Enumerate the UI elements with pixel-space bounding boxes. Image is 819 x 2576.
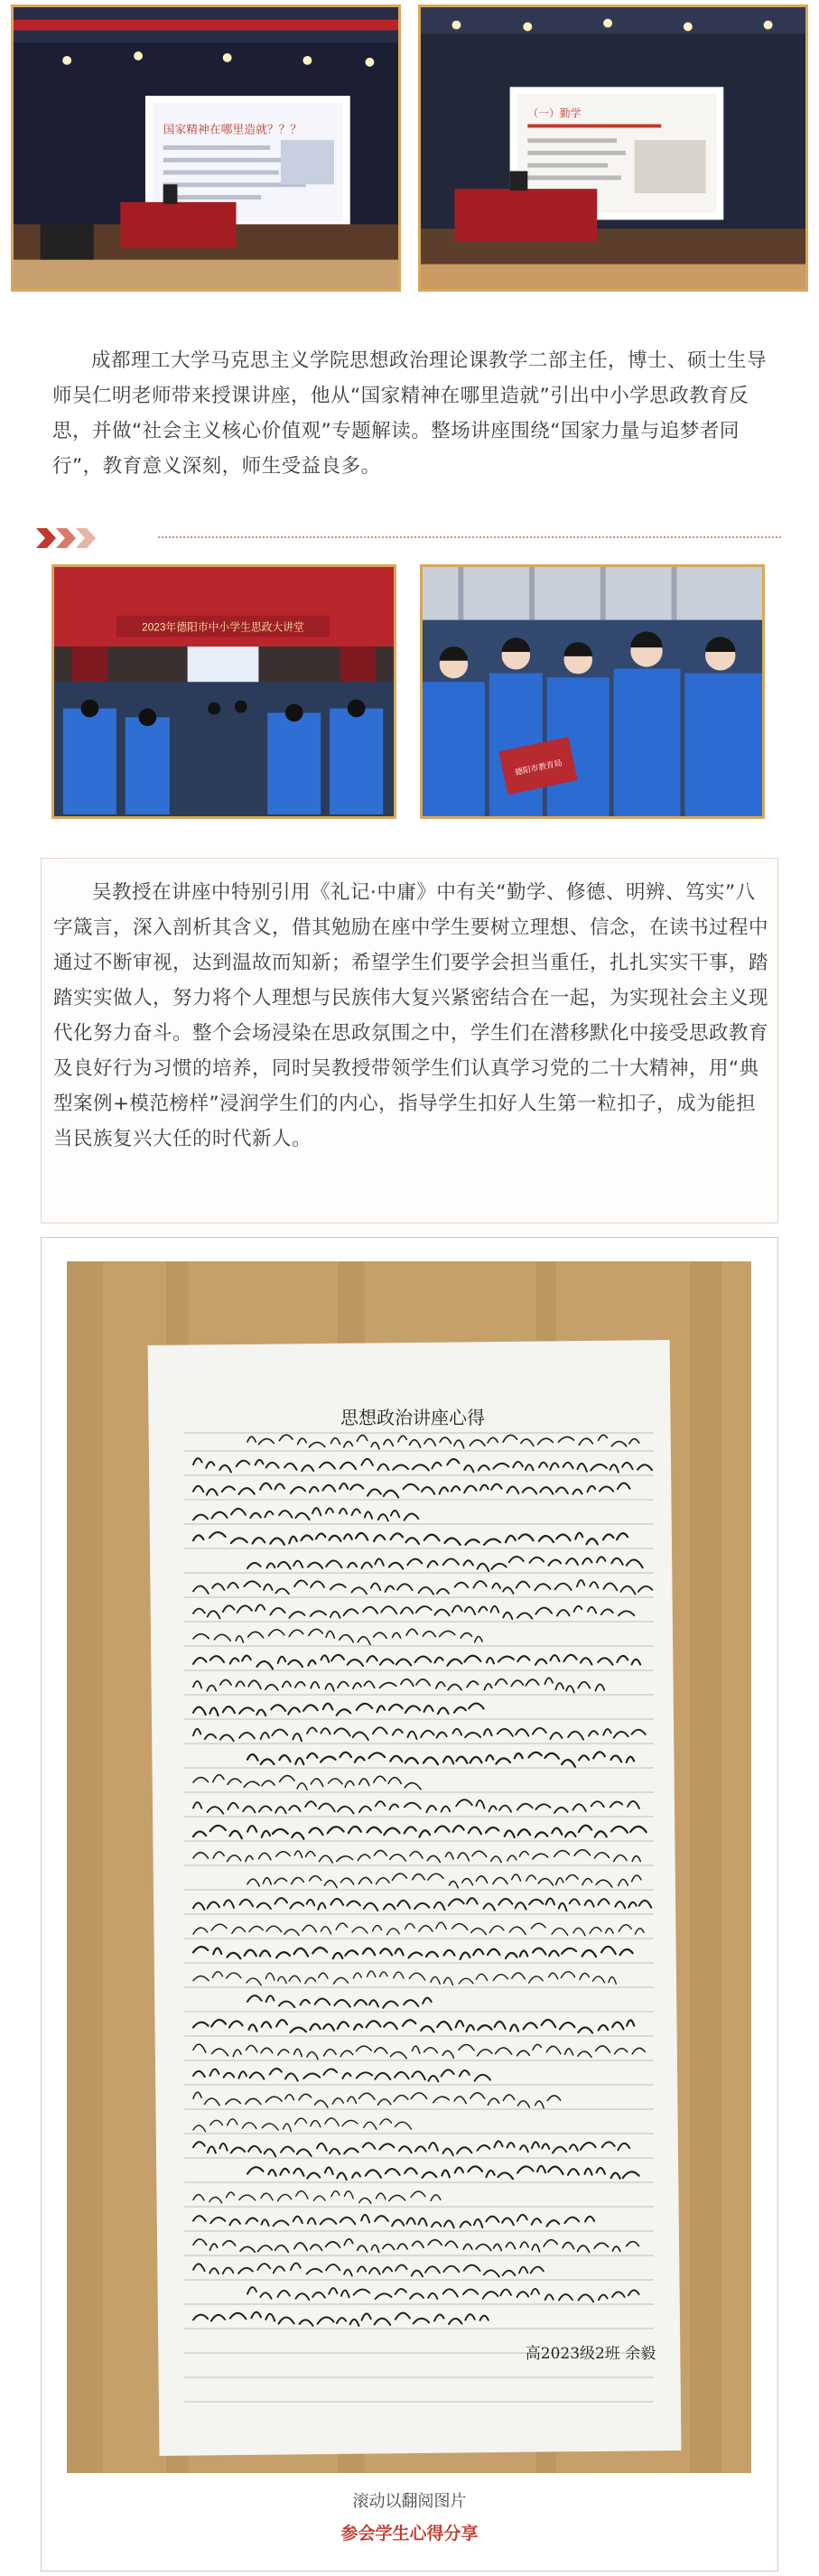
lecture-detail-paragraph: 吴教授在讲座中特别引用《礼记·中庸》中有关“勤学、修德、明辨、笃实”八字箴言，深入剖析其含义，借其勉励在座中学生要树立理想、信念，在读书过程中通过不断审视，达到温故而知新；希望学生们要学会担当重任，扎扎实实干事，踏踏实实做人，努力将个人理想与民族伟大复兴紧密结合在一起，为实现社会主义现代化努力奋斗。整个会场浸染在思政氛围之中，学生们在潜移默化中接受思政教育及良好行为习惯的培养，同时吴教授带领学生们认真学习党的二十大精神，用“典型案例+模范榜样”浸润学生们的内心，指导学生扣好人生第一粒扣子，成为能担当民族复兴大任的时代新人。: [53, 881, 769, 1150]
note-signature: 高2023级2班 余毅: [525, 2345, 656, 2363]
lecture-photo-stage-right: [418, 5, 808, 292]
hall-banner-text: 2023年德阳市中小学生思政大讲堂: [142, 621, 304, 634]
gallery-swiper[interactable]: [41, 1237, 778, 2571]
seat-card-text: 德阳市教育局: [514, 758, 563, 777]
slide-title-text: 国家精神在哪里造就？？？: [163, 122, 302, 136]
quote-box: [41, 858, 778, 1223]
student-note-photo[interactable]: [67, 1261, 751, 2473]
slide-heading-text: （一）勤学: [527, 107, 582, 120]
swipe-hint: 滚动以翻阅图片: [352, 2492, 467, 2511]
intro-paragraph: 成都理工大学马克思主义学院思想政治理论课教学二部主任，博士、硕士生导师吴仁明老师带来授课讲座，他从“国家精神在哪里造就”引出中小学思政教育反思，并做“社会主义核心价值观”专题解读。整场讲座围绕“国家力量与追梦者同行”，教育意义深刻，师生受益良多。: [52, 349, 768, 478]
audience-photo-hall: [51, 564, 396, 819]
audience-photo-students: [420, 564, 765, 819]
note-title: 思想政治讲座心得: [340, 1407, 485, 1428]
chevron-divider-icon: [36, 526, 108, 550]
lecture-photo-stage-left: [11, 5, 401, 292]
dotted-divider: [158, 536, 781, 538]
gallery-caption: 参会学生心得分享: [340, 2524, 479, 2543]
